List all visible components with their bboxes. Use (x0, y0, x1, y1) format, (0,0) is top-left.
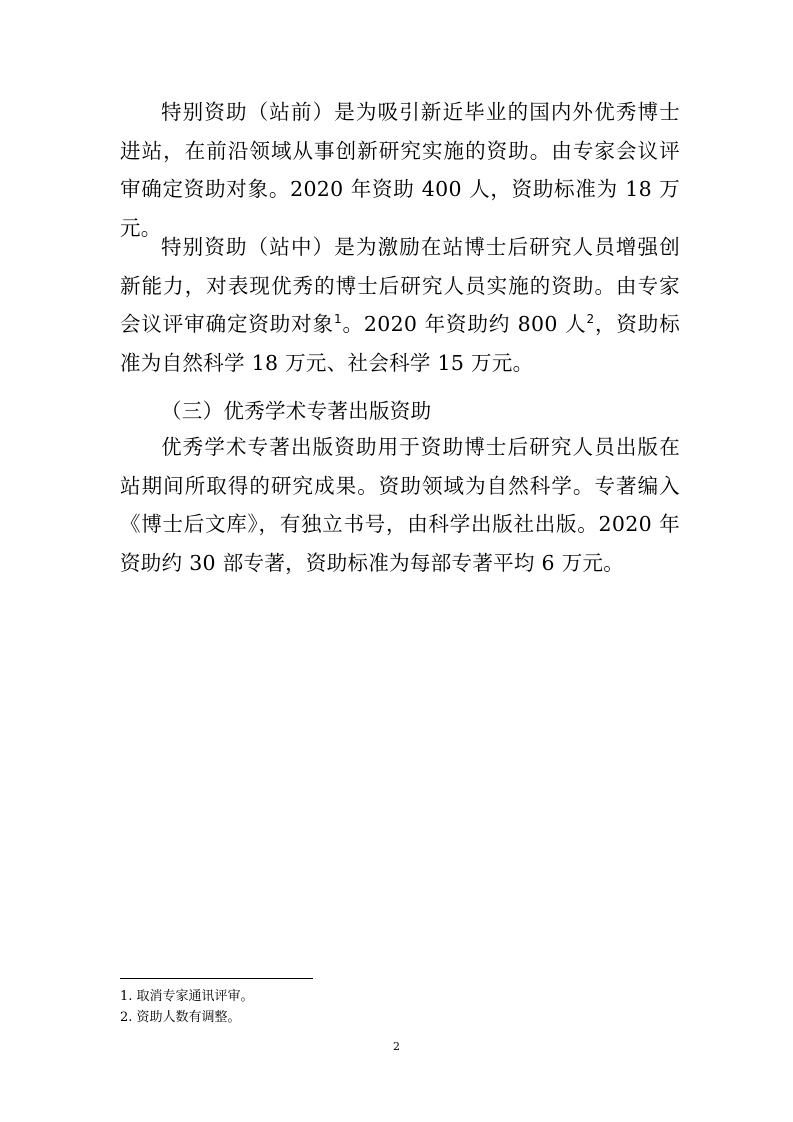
footnote-reference-1: 1 (333, 312, 342, 327)
paragraph-monograph-funding: 优秀学术专著出版资助用于资助博士后研究人员出版在站期间所取得的研究成果。资助领域为自然科学。专著编入《博士后文库》，有独立书号，由科学出版社出版。2020 年资助约 30 部专著，资助标准为每部专著平均 6 万元。 (120, 435, 680, 575)
paragraph-special-funding-pre-station: 特别资助（站前）是为吸引新近毕业的国内外优秀博士进站，在前沿领域从事创新研究实施的资助。由专家会议评审确定资助对象。2020 年资助 400 人，资助标准为 18 万元。 (120, 100, 680, 240)
paragraph-text-part-3: ，资助标准为自然科学 18 万元、社会科学 15 万元。 (120, 312, 680, 375)
footnote-separator (120, 978, 313, 979)
section-heading: （三）优秀学术专著出版资助 (161, 399, 432, 423)
footnote-reference-2: 2 (586, 312, 595, 327)
footnote-list (120, 986, 254, 1028)
paragraph-text-part-1: 特别资助（站中）是为激励在站博士后研究人员增强创新能力，对表现优秀的博士后研究人员实施的资助。由专家会议评审确定资助对象 (120, 235, 680, 336)
footnote-1: 1. 取消专家通讯评审。 (120, 989, 254, 1004)
paragraph-text-part-2: 。2020 年资助约 800 人 (341, 312, 587, 336)
footnote-2: 2. 资助人数有调整。 (120, 1010, 241, 1025)
page-number: 2 (393, 1040, 400, 1053)
paragraph-special-funding-in-station (120, 228, 680, 382)
